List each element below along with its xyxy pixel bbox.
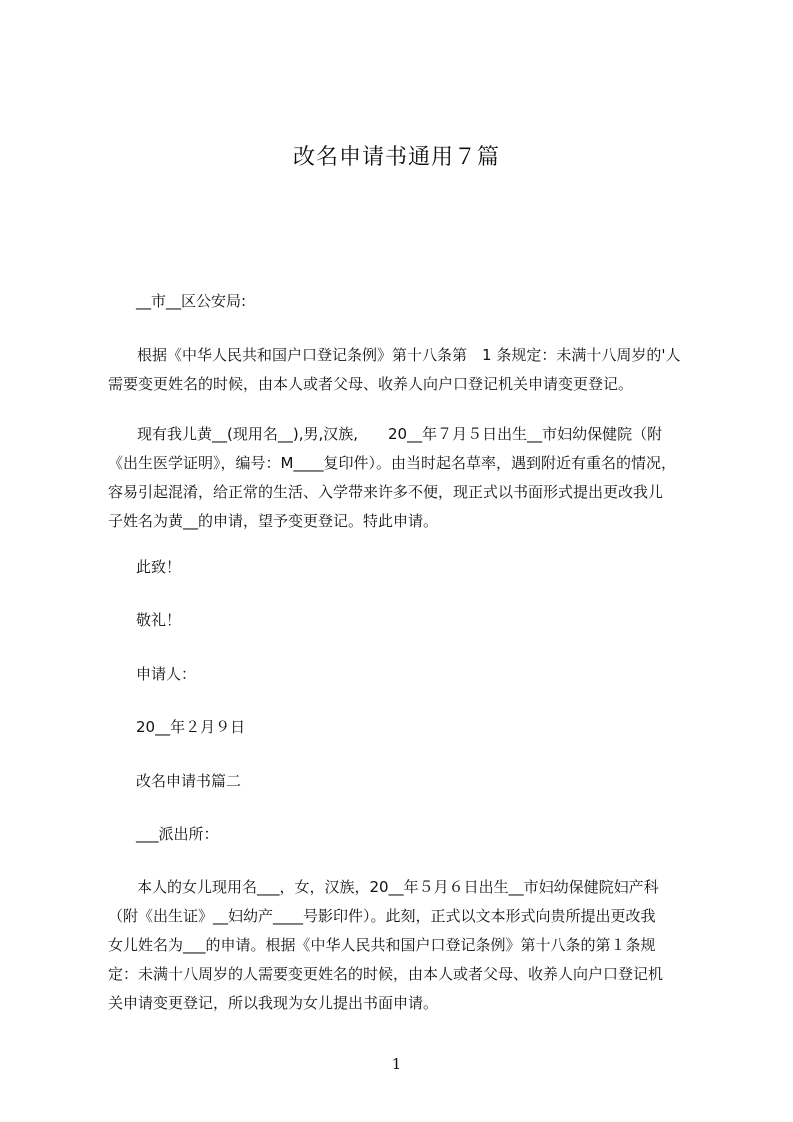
paragraph-2-line-3: 容易引起混淆，给正常的生活、入学带来许多不便，现正式以书面形式提出更改我儿 — [108, 483, 664, 501]
paragraph-2-line-1: 现有我儿黄__(现用名__),男,汉族, 20__年７月５日出生__市妇幼保健院（附 — [122, 425, 663, 443]
document-title: 改名申请书通用７篇 — [292, 145, 500, 170]
paragraph-3-line-4: 定：未满十八周岁的人需要变更姓名的时候，由本人或者父母、收养人向户口登记机 — [108, 965, 664, 983]
section-2-title: 改名申请书篇二 — [136, 772, 242, 790]
paragraph-3-line-1: 本人的女儿现用名___，女，汉族，20__年５月６日出生__市妇幼保健院妇产科 — [122, 878, 659, 896]
paragraph-1-line-2: 需要变更姓名的时候，由本人或者父母、收养人向户口登记机关申请变更登记。 — [108, 375, 634, 393]
addressee-2: ___派出所： — [136, 825, 219, 843]
paragraph-2 — [108, 420, 708, 536]
closing-greeting: 此致！ — [136, 558, 182, 576]
closing-salute: 敬礼！ — [136, 611, 182, 629]
paragraph-3-line-3: 女儿姓名为___的申请。根据《中华人民共和国户口登记条例》第十八条的第１条规 — [108, 936, 656, 954]
paragraph-3 — [108, 873, 708, 1018]
applicant-label: 申请人： — [136, 665, 197, 683]
addressee: __市__区公安局: — [136, 292, 247, 310]
application-date: 20__年２月９日 — [136, 718, 246, 736]
paragraph-2-line-4: 子姓名为黄__的申请，望予变更登记。特此申请。 — [108, 512, 439, 530]
paragraph-1-line-1: 根据《中华人民共和国户口登记条例》第十八条第 1 条规定：未满十八周岁的'人 — [122, 346, 681, 364]
paragraph-1 — [108, 341, 708, 399]
paragraph-2-line-2: 《出生医学证明》，编号：M____复印件）。由当时起名草率，遇到附近有重名的情况， — [108, 454, 676, 472]
paragraph-3-line-2: （附《出生证》__妇幼产____号影印件）。此刻，正式以文本形式向贵所提出更改我 — [108, 907, 656, 925]
page-number: 1 — [391, 1055, 402, 1073]
paragraph-3-line-5: 关申请变更登记，所以我现为女儿提出书面申请。 — [108, 994, 439, 1012]
